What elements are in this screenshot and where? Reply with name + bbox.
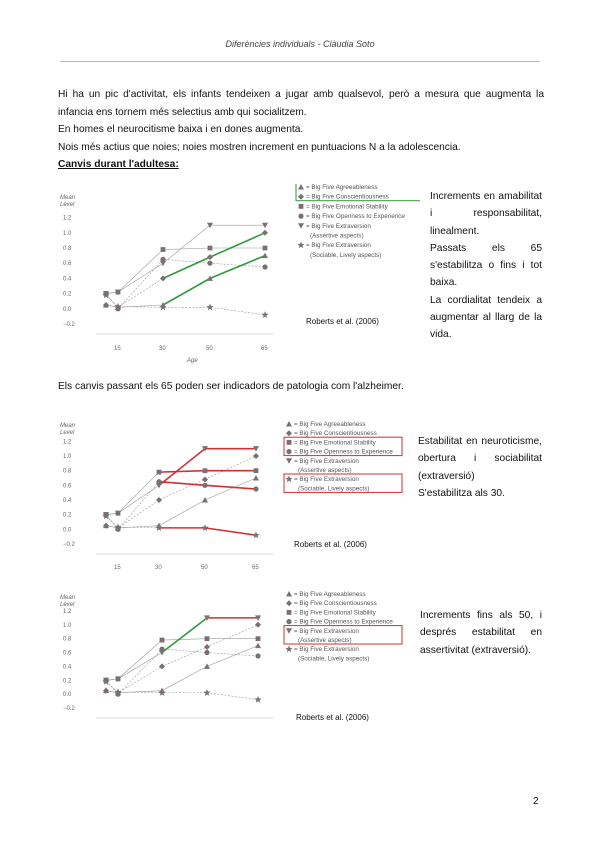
y-tick-label: −0.2 (63, 542, 75, 548)
data-point (208, 246, 213, 251)
citation: Roberts et al. (2006) (294, 540, 367, 549)
middle-text: Els canvis passant els 65 poden ser indicadors de patologia com l'alzheimer. (58, 381, 404, 392)
y-tick-label: 1.0 (63, 454, 72, 460)
ylabel-line1: Mean (60, 423, 76, 429)
highlight-line-0 (162, 618, 207, 653)
legend-marker (285, 475, 292, 482)
chart-1 (58, 184, 420, 369)
legend-label: (Assertive aspects) (298, 467, 352, 474)
legend-label: = Big Five Conscientiousness (294, 600, 377, 608)
legend-label: (Sociable, Lively aspects) (298, 485, 370, 493)
legend-label: = Big Five Extraversion (306, 242, 371, 250)
data-point (204, 650, 209, 655)
legend-label: = Big Five Agreeableness (294, 591, 366, 598)
data-point (253, 453, 259, 459)
legend-label: = Big Five Emotional Stability (306, 203, 388, 211)
citation: Roberts et al. (2006) (306, 317, 379, 326)
y-tick-label: 1.0 (63, 230, 72, 237)
data-point (158, 689, 165, 696)
data-point (160, 261, 166, 267)
data-point (159, 650, 165, 656)
side-2-para-1: Estabilitat en neuroticisme, obertura i sociabilitat (extraversió) (418, 436, 542, 482)
y-tick-label: 0.4 (63, 664, 72, 671)
data-point (202, 476, 208, 482)
series-line-4 (106, 449, 256, 515)
legend-label: = Big Five Extraversion (294, 476, 359, 484)
series-line-4 (106, 225, 265, 293)
page-header: Diferències individuals - Clàudia Soto (225, 39, 375, 49)
chart-legend (297, 184, 405, 259)
legend-label: = Big Five Openness to Experience (294, 448, 393, 456)
legend-label: = Big Five Extraversion (294, 457, 359, 465)
chart-3 (58, 590, 410, 734)
x-tick-label: 15 (114, 346, 121, 352)
legend-marker (285, 645, 292, 652)
y-tick-label: −0.2 (63, 706, 75, 712)
series-line-3 (106, 259, 265, 308)
legend-label: = Big Five Extraversion (294, 627, 359, 635)
legend-label: = Big Five Emotional Stability (294, 439, 376, 447)
data-point (102, 678, 109, 685)
y-tick-label: 1.2 (63, 215, 72, 222)
data-point (263, 246, 268, 251)
y-tick-label: 0.8 (63, 468, 72, 475)
data-point (161, 247, 166, 252)
data-point (159, 663, 165, 669)
ylabel-line1: Mean (60, 595, 76, 601)
data-point (256, 636, 261, 641)
data-point (156, 483, 162, 489)
ylabel-line2: Level (60, 202, 75, 208)
series-line-2 (106, 248, 265, 294)
legend-marker (286, 449, 291, 454)
data-point (254, 468, 259, 473)
ylabel-line1: Mean (60, 195, 76, 201)
ylabel-line2: Level (60, 430, 75, 436)
legend-marker (298, 194, 304, 200)
data-point (255, 622, 261, 628)
legend-marker (297, 241, 304, 248)
data-point (157, 470, 162, 475)
y-tick-label: 1.2 (63, 608, 72, 615)
intro-line-1: Hi ha un pic d'activitat, els infants tendeixen a jugar amb qualsevol, però a mesura que augmenta la infancia ens tornem més selectius amb qui socialitzem. (58, 89, 544, 118)
data-point (201, 524, 208, 531)
data-point (156, 497, 162, 503)
legend-marker (286, 421, 292, 427)
y-tick-label: 0.4 (63, 498, 72, 504)
legend-marker (287, 610, 292, 615)
side-text-3 (420, 607, 542, 659)
series-line-2 (106, 639, 258, 681)
chart-legend (285, 421, 393, 492)
y-tick-label: 0.0 (63, 692, 72, 699)
chart-axes (60, 423, 274, 571)
y-tick-label: 0.2 (63, 291, 72, 298)
intro-line-2: En homes el neurocitisme baixa i en dones augmenta. (58, 124, 304, 135)
data-point (203, 689, 210, 696)
y-tick-label: 0.0 (63, 527, 72, 534)
legend-label: = Big Five Agreeableness (306, 184, 378, 191)
series-line-1 (106, 625, 258, 693)
y-tick-label: 0.6 (63, 483, 72, 490)
side-text-2 (418, 433, 542, 502)
chart-legend (285, 591, 393, 662)
legend-label: = Big Five Openness to Experience (306, 213, 405, 221)
data-point (204, 644, 210, 650)
data-point (262, 230, 268, 236)
x-tick-label: 30 (159, 346, 166, 352)
data-point (205, 636, 210, 641)
data-point (203, 468, 208, 473)
legend-label: (Assertive aspects) (298, 637, 352, 644)
legend-marker (299, 204, 304, 209)
side-2-para-2: S'estabilitza als 30. (418, 487, 505, 499)
legend-label: = Big Five Agreeableness (294, 421, 366, 428)
y-tick-label: 0.8 (63, 636, 72, 643)
data-point (262, 264, 267, 269)
figure-3 (58, 590, 410, 734)
legend-marker (286, 458, 292, 464)
highlight-line-3 (159, 528, 256, 535)
side-1-para-2: Passats els 65 s'estabilitza o fins i tot baixa. (430, 242, 542, 289)
legend-marker (286, 600, 292, 606)
y-tick-label: 0.0 (63, 306, 72, 313)
data-point (253, 475, 259, 481)
x-tick-label: 65 (261, 346, 268, 352)
highlight-line-1 (163, 256, 265, 305)
legend-label: (Sociable, Lively aspects) (298, 655, 370, 663)
x-tick-label: 15 (114, 565, 121, 571)
data-point (254, 696, 261, 703)
legend-label: (Assertive aspects) (310, 232, 364, 240)
data-point (206, 303, 213, 310)
legend-label: (Sociable, Lively aspects) (310, 251, 382, 259)
legend-marker (286, 619, 291, 624)
y-tick-label: −0.2 (63, 322, 75, 328)
legend-label: = Big Five Openness to Experience (294, 618, 393, 626)
legend-marker (286, 628, 292, 634)
data-point (204, 663, 210, 669)
data-point (202, 483, 207, 488)
legend-marker (298, 184, 304, 190)
data-point (160, 638, 165, 643)
x-axis-label: Age (187, 358, 198, 364)
series-line-3 (106, 649, 258, 694)
figure-2 (58, 416, 410, 574)
x-tick-label: 50 (206, 346, 213, 352)
side-1-para-3: La cordialitat tendeix a augmentar al llarg de la vida. (430, 294, 542, 341)
series-line-5 (106, 295, 265, 315)
series-line-3 (106, 482, 256, 530)
y-tick-label: 0.6 (63, 261, 72, 268)
chart-2 (58, 416, 410, 574)
highlight-line-0 (159, 471, 256, 472)
data-point (255, 653, 260, 658)
citation: Roberts et al. (2006) (296, 713, 369, 722)
intro-text (58, 86, 544, 174)
legend-marker (298, 214, 303, 219)
legend-marker (286, 430, 292, 436)
y-tick-label: 0.2 (63, 512, 72, 519)
figure-1 (58, 184, 420, 369)
legend-label: = Big Five Extraversion (306, 222, 371, 230)
series-line-4 (106, 618, 258, 680)
data-point (261, 311, 268, 318)
data-point (155, 524, 162, 531)
y-tick-label: 1.2 (63, 439, 72, 446)
legend-marker (287, 440, 292, 445)
legend-label: = Big Five Extraversion (294, 646, 359, 654)
header-divider (60, 61, 540, 62)
data-point (160, 275, 166, 281)
legend-marker (286, 591, 292, 597)
ylabel-line2: Level (60, 602, 75, 608)
chart-axes (60, 195, 274, 364)
x-tick-label: 50 (201, 565, 208, 571)
series-line-2 (106, 471, 256, 515)
legend-label: = Big Five Emotional Stability (294, 609, 376, 617)
legend-marker (298, 223, 304, 229)
page-number: 2 (533, 796, 539, 807)
data-point (262, 253, 268, 259)
highlight-line-0 (163, 233, 265, 279)
chart-axes (60, 595, 274, 718)
data-point (255, 643, 261, 649)
side-text-1 (430, 188, 542, 344)
data-point (252, 531, 259, 538)
x-tick-label: 65 (252, 565, 259, 571)
y-tick-label: 0.6 (63, 650, 72, 657)
data-point (207, 254, 213, 260)
data-point (207, 261, 212, 266)
y-tick-label: 1.0 (63, 622, 72, 629)
legend-label: = Big Five Conscientiousness (306, 193, 389, 201)
x-tick-label: 30 (155, 565, 162, 571)
data-point (159, 303, 166, 310)
series-line-5 (106, 682, 258, 700)
legend-label: = Big Five Conscientiousness (294, 430, 377, 438)
section-heading: Canvis durant l'adultesa: (58, 159, 179, 170)
side-3-para-1: Increments fins als 50, i després estabilitat en assertivitat (extraversió). (420, 610, 542, 656)
y-tick-label: 0.2 (63, 678, 72, 685)
y-tick-label: 0.4 (63, 276, 72, 283)
side-1-para-1: Increments en amabilitat i responsabilitat, linealment. (430, 191, 542, 237)
y-tick-label: 0.8 (63, 246, 72, 252)
intro-line-3: Nois més actius que noies; noies mostren increment en puntuacions N a la adolescencia. (58, 141, 461, 153)
data-point (202, 497, 208, 503)
data-point (253, 486, 258, 491)
